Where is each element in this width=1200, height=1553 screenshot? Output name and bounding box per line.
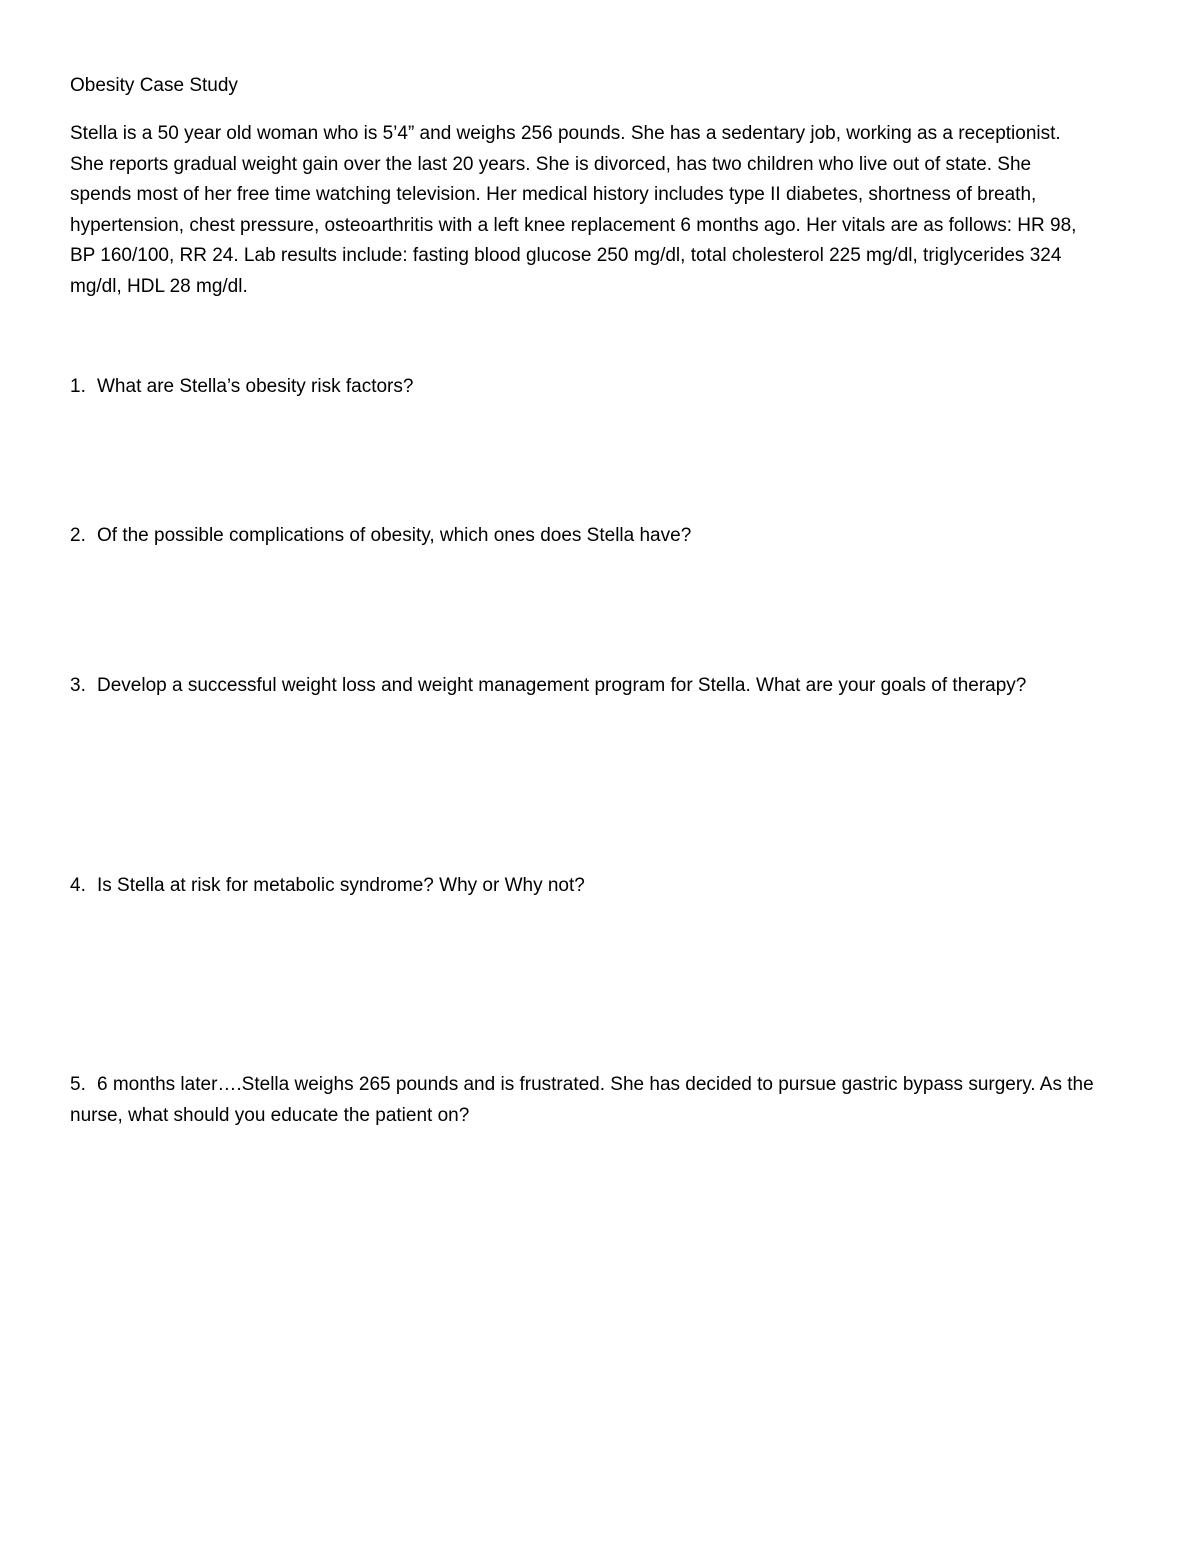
- question-text: Is Stella at risk for metabolic syndrome? Why or Why not?: [97, 875, 585, 896]
- question-number: 4.: [70, 875, 86, 896]
- question-number: 3.: [70, 675, 86, 696]
- question-1: [70, 372, 1140, 403]
- question-5: [70, 1070, 1140, 1131]
- case-description-line: spends most of her free time watching television. Her medical history includes type II diabetes, shortness of breath,: [70, 184, 1037, 205]
- case-description: [70, 119, 1140, 302]
- case-description-line: hypertension, chest pressure, osteoarthritis with a left knee replacement 6 months ago. Her vitals are as follows: HR 98,: [70, 214, 1077, 236]
- question-2: [70, 521, 1140, 552]
- question-number: 5.: [70, 1074, 86, 1095]
- question-text: What are Stella’s obesity risk factors?: [97, 376, 414, 397]
- question-4: [70, 871, 1140, 902]
- question-line: [70, 871, 1140, 902]
- case-description-line: BP 160/100, RR 24. Lab results include: fasting blood glucose 250 mg/dl, total cholesterol 225 mg/dl, triglycerides 324: [70, 245, 1062, 266]
- question-line: [70, 372, 1140, 403]
- question-text: 6 months later….Stella weighs 265 pounds and is frustrated. She has decided to pursue gastric bypass surgery. As the: [97, 1074, 1094, 1095]
- case-description-line: She reports gradual weight gain over the last 20 years. She is divorced, has two children who live out of state. She: [70, 153, 1032, 175]
- question-line: nurse, what should you educate the patient on?: [70, 1104, 470, 1126]
- question-text: Develop a successful weight loss and weight management program for Stella. What are your goals of therapy?: [97, 675, 1027, 696]
- question-line: [70, 1070, 1140, 1101]
- case-description-line: Stella is a 50 year old woman who is 5’4” and weighs 256 pounds. She has a sedentary job, working as a receptionist.: [70, 123, 1061, 144]
- question-line: [70, 521, 1140, 552]
- question-line: [70, 671, 1140, 702]
- case-description-line: mg/dl, HDL 28 mg/dl.: [70, 275, 248, 297]
- question-3: [70, 671, 1140, 702]
- document-title: Obesity Case Study: [70, 75, 238, 96]
- question-number: 1.: [70, 376, 86, 397]
- question-text: Of the possible complications of obesity, which ones does Stella have?: [97, 525, 692, 546]
- question-number: 2.: [70, 525, 86, 546]
